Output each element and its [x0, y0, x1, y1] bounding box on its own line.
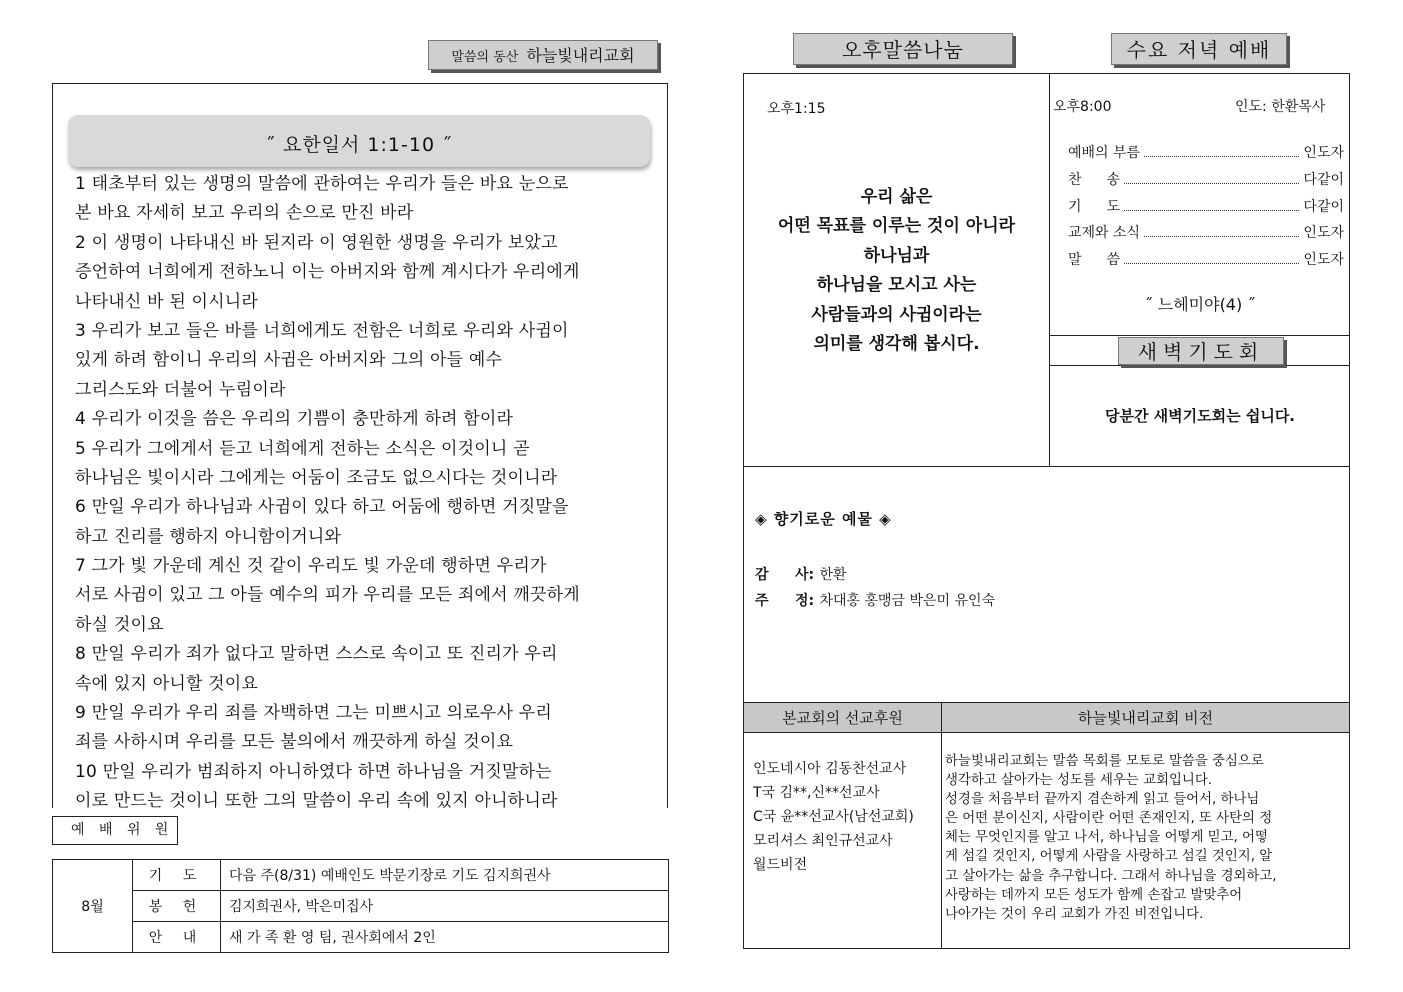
divider-dawn-top [1049, 335, 1349, 336]
table-row [53, 922, 669, 953]
verse-line: 8 만일 우리가 죄가 없다고 말하면 스스로 속이고 또 진리가 우리 [75, 644, 558, 665]
order-who: 인도자 [1303, 145, 1344, 161]
wednesday-time: 오후8:00 [1053, 99, 1112, 115]
message-line: 하나님과 [863, 245, 930, 266]
committee-content: 새 가 족 환 영 팀, 권사회에서 2인 [221, 922, 669, 953]
message-line: 하나님을 모시고 사는 [816, 275, 977, 296]
order-item: 교제와 소식 [1068, 225, 1141, 241]
vision-line: 고 살아가는 삶을 추구합니다. 그래서 하나님을 경외하고, [945, 868, 1277, 884]
verse-line: 속에 있지 아니할 것이요 [75, 673, 259, 694]
offering-weekly-names: 차대홍 홍맹금 박은미 유인숙 [819, 593, 996, 609]
dawn-notice: 당분간 새벽기도회는 쉽니다. [1104, 407, 1296, 425]
scripture-verses [75, 170, 665, 817]
church-motto: 말씀의 동산 [451, 50, 519, 65]
table-row [53, 860, 669, 891]
committee-role: 안 내 [133, 922, 221, 953]
offering-thanks-label: 감 사: [755, 567, 815, 583]
verse-line: 증언하여 너희에게 전하노니 이는 아버지와 함께 계시다가 우리에게 [75, 262, 580, 283]
dawn-title-tag: 새벽기도회 [1118, 337, 1284, 365]
order-row [1068, 169, 1344, 189]
order-item-char: 씀 [1106, 252, 1120, 268]
order-item-spread [1068, 169, 1120, 189]
mission-list [753, 757, 914, 877]
afternoon-title-tag: 오후말씀나눔 [793, 33, 1013, 65]
wednesday-title-tag: 수요 저녁 예배 [1111, 33, 1287, 65]
scripture-title: ˝ 요한일서 1:1-10 ˝ [68, 115, 650, 167]
vision-line: 게 섬길 것인지, 어떻게 사람을 사랑하고 섬길 것인지, 알 [945, 849, 1273, 865]
verse-line: 하실 것이요 [75, 614, 164, 635]
list-item: C국 윤**선교사(남선교회) [753, 809, 914, 825]
order-item-spread [1068, 196, 1120, 216]
order-item-char: 찬 [1068, 172, 1082, 188]
verse-line: 9 만일 우리가 우리 죄를 자백하면 그는 미쁘시고 의로우사 우리 [75, 703, 552, 724]
vision-line: 체는 무엇인지를 알고 나서, 하나님을 어떻게 믿고, 어떻 [945, 830, 1268, 846]
order-who: 인도자 [1303, 225, 1344, 241]
verse-line: 이로 만드는 것이니 또한 그의 말씀이 우리 속에 있지 아니하니라 [75, 791, 558, 812]
vision-line: 은 어떤 분이신지, 사람이란 어떤 존재인지, 또 사탄의 정 [945, 811, 1273, 827]
list-item: 월드비전 [753, 857, 808, 873]
church-name-tag [428, 40, 658, 70]
committee-role: 기 도 [133, 860, 221, 891]
sermon-title: ˝ 느헤미야(4) ˝ [1144, 295, 1256, 314]
mission-header: 본교회의 선교후원 [744, 703, 941, 733]
committee-role: 봉 헌 [133, 891, 221, 922]
vision-text [945, 752, 1347, 924]
order-leader-dots [1124, 210, 1299, 211]
committee-month: 8월 [53, 860, 133, 953]
order-item-char: 말 [1068, 252, 1082, 268]
verse-line: 3 우리가 보고 들은 바를 너희에게도 전함은 너희로 우리와 사귐이 [75, 320, 569, 341]
list-item: 인도네시아 김동찬선교사 [753, 761, 907, 777]
order-row [1068, 142, 1344, 162]
order-row [1068, 249, 1344, 269]
vision-line: 사랑하는 데까지 모든 성도가 함께 손잡고 발맞추어 [945, 887, 1243, 903]
message-line: 어떤 목표를 이루는 것이 아니라 [777, 216, 1016, 237]
divider-bottom-vertical [941, 702, 942, 949]
verse-line: 7 그가 빛 가운데 계신 것 같이 우리도 빛 가운데 행하면 우리가 [75, 556, 547, 577]
church-name: 하늘빛내리교회 [526, 46, 635, 65]
verse-line: 본 바요 자세히 보고 우리의 손으로 만진 바라 [75, 203, 414, 224]
order-leader-dots [1144, 156, 1299, 157]
message-line: 우리 삶은 [860, 187, 933, 207]
offering-thanks-names: 한환 [819, 567, 847, 583]
order-leader-dots [1144, 236, 1299, 237]
committee-label: 예 배 위 원 [52, 816, 178, 845]
order-who: 다같이 [1303, 172, 1344, 188]
order-item-char: 송 [1106, 172, 1120, 188]
verse-line: 죄를 사하시며 우리를 모든 불의에서 깨끗하게 하실 것이요 [75, 732, 514, 753]
vision-line: 하늘빛내리교회는 말씀 목회를 모토로 말씀을 중심으로 [945, 754, 1264, 769]
verse-line: 그리스도와 더불어 누림이라 [75, 379, 286, 400]
verse-line: 4 우리가 이것을 씀은 우리의 기쁨이 충만하게 하려 함이라 [75, 409, 514, 430]
order-item-char: 기 [1068, 199, 1082, 215]
order-item-spread [1068, 249, 1120, 269]
order-item-char: 도 [1106, 199, 1120, 215]
offering-thanks-row [755, 564, 847, 584]
verse-line: 나타내신 바 된 이시니라 [75, 291, 259, 312]
list-item: 모리셔스 최인규선교사 [753, 833, 893, 849]
committee-content: 김지희권사, 박은미집사 [221, 891, 669, 922]
verse-line: 있게 하려 함이니 우리의 사귐은 아버지와 그의 아들 예수 [75, 350, 503, 371]
verse-line: 서로 사귐이 있고 그 아들 예수의 피가 우리를 모든 죄에서 깨끗하게 [75, 585, 580, 606]
order-who: 인도자 [1303, 252, 1344, 268]
order-who: 다같이 [1303, 199, 1344, 215]
afternoon-message [745, 183, 1048, 359]
verse-line: 하나님은 빛이시라 그에게는 어둠이 조금도 없으시다는 것이니라 [75, 467, 558, 488]
afternoon-time: 오후1:15 [767, 101, 826, 117]
divider-offering-top [743, 466, 1350, 467]
wednesday-leader: 인도: 한환목사 [1235, 99, 1326, 115]
list-item: T국 김**,신**선교사 [753, 785, 880, 801]
order-item: 예배의 부름 [1068, 145, 1141, 161]
verse-line: 1 태초부터 있는 생명의 말씀에 관하여는 우리가 들은 바요 눈으로 [75, 174, 569, 194]
table-row [53, 891, 669, 922]
vision-line: 생각하고 살아가는 성도를 세우는 교회입니다. [945, 773, 1213, 789]
offering-title: ◈ 향기로운 예물 ◈ [755, 510, 892, 528]
message-line: 사람들과의 사귐이라는 [811, 304, 982, 325]
verse-line: 2 이 생명이 나타내신 바 된지라 이 영원한 생명을 우리가 보았고 [75, 232, 558, 253]
verse-line: 하고 진리를 행하지 아니함이거니와 [75, 526, 342, 547]
order-row [1068, 196, 1344, 216]
verse-line: 10 만일 우리가 범죄하지 아니하였다 하면 하나님을 거짓말하는 [75, 761, 552, 782]
vision-line: 성경을 처음부터 끝까지 겸손하게 읽고 들어서, 하나님 [945, 792, 1260, 808]
vision-line: 나아가는 것이 우리 교회가 가진 비전입니다. [945, 906, 1204, 922]
committee-table [52, 859, 669, 953]
order-leader-dots [1124, 183, 1299, 184]
verse-line: 6 만일 우리가 하나님과 사귐이 있다 하고 어둠에 행하면 거짓말을 [75, 497, 569, 518]
vision-header: 하늘빛내리교회 비전 [942, 703, 1349, 733]
offering-weekly-row [755, 590, 995, 610]
committee-content: 다음 주(8/31) 예배인도 박문기장로 기도 김지희권사 [221, 860, 669, 891]
order-row [1068, 222, 1344, 242]
divider-vertical [1049, 73, 1050, 466]
offering-weekly-label: 주 정: [755, 593, 815, 609]
message-line: 의미를 생각해 봅시다. [813, 334, 980, 355]
order-leader-dots [1124, 263, 1299, 264]
verse-line: 5 우리가 그에게서 듣고 너희에게 전하는 소식은 이것이니 곧 [75, 438, 530, 459]
